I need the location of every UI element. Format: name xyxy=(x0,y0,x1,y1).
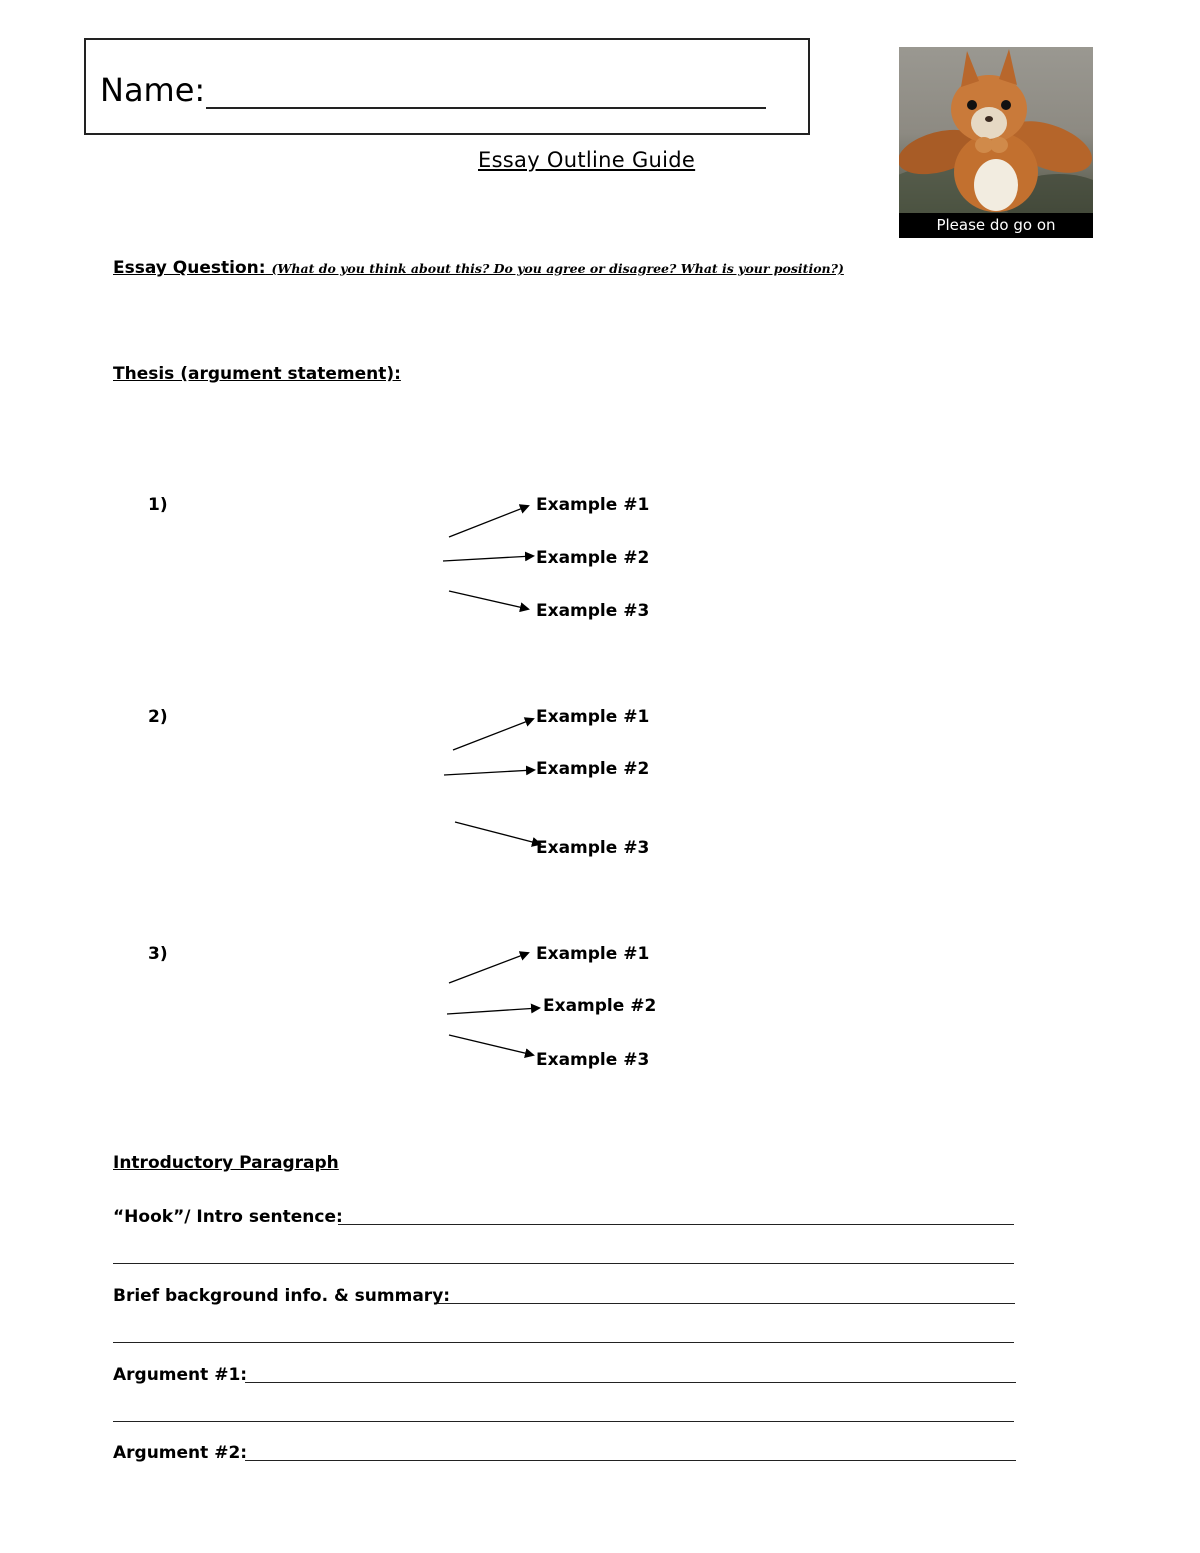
essay-question-hint: (What do you think about this? Do you agree or disagree? What is your position?) xyxy=(271,261,844,276)
argument-2-example-1: Example #1 xyxy=(536,707,650,727)
arrow-3-1 xyxy=(449,953,528,983)
essay-question-label: Essay Question: xyxy=(113,258,266,278)
background-label: Brief background info. & summary: xyxy=(113,1286,451,1306)
name-input-line[interactable] xyxy=(206,107,766,109)
essay-question-heading xyxy=(113,257,844,280)
arrow-3-2 xyxy=(447,1008,539,1014)
arrow-2-1 xyxy=(453,719,533,750)
argument-3-example-1: Example #1 xyxy=(536,944,650,964)
photo-caption: Please do go on xyxy=(899,213,1093,238)
arrow-2-3 xyxy=(455,822,540,844)
argument-3-example-3: Example #3 xyxy=(536,1050,650,1070)
argument-1-example-3: Example #3 xyxy=(536,601,650,621)
arrow-2-2 xyxy=(444,770,534,775)
hook-input-line[interactable] xyxy=(338,1224,1014,1225)
argument-2-example-3: Example #3 xyxy=(536,838,650,858)
arrow-1-2 xyxy=(443,556,533,561)
arrow-3-3 xyxy=(449,1035,533,1055)
argument-2-input-line[interactable] xyxy=(245,1460,1016,1461)
argument-1-example-2: Example #2 xyxy=(536,548,650,568)
arrow-1-3 xyxy=(449,591,528,609)
squirrel-photo xyxy=(899,47,1093,238)
name-box xyxy=(84,38,810,135)
intro-paragraph-heading: Introductory Paragraph xyxy=(113,1153,339,1173)
background-input-line-2[interactable] xyxy=(113,1342,1014,1343)
argument-2-label: Argument #2: xyxy=(113,1443,248,1463)
name-label: Name: xyxy=(100,71,206,109)
background-input-line[interactable] xyxy=(437,1303,1015,1304)
argument-1-input-line[interactable] xyxy=(245,1382,1016,1383)
argument-3-example-2: Example #2 xyxy=(543,996,657,1016)
hook-label: “Hook”/ Intro sentence: xyxy=(113,1207,343,1227)
document-title: Essay Outline Guide xyxy=(478,148,696,172)
argument-1-example-1: Example #1 xyxy=(536,495,650,515)
argument-number-1: 1) xyxy=(148,495,168,515)
squirrel-illustration xyxy=(899,47,1093,238)
argument-number-3: 3) xyxy=(148,944,168,964)
argument-2-example-2: Example #2 xyxy=(536,759,650,779)
argument-1-input-line-2[interactable] xyxy=(113,1421,1014,1422)
argument-number-2: 2) xyxy=(148,707,168,727)
arrow-1-1 xyxy=(449,506,528,537)
hook-input-line-2[interactable] xyxy=(113,1263,1014,1264)
argument-1-label: Argument #1: xyxy=(113,1365,248,1385)
thesis-heading: Thesis (argument statement): xyxy=(113,364,401,384)
